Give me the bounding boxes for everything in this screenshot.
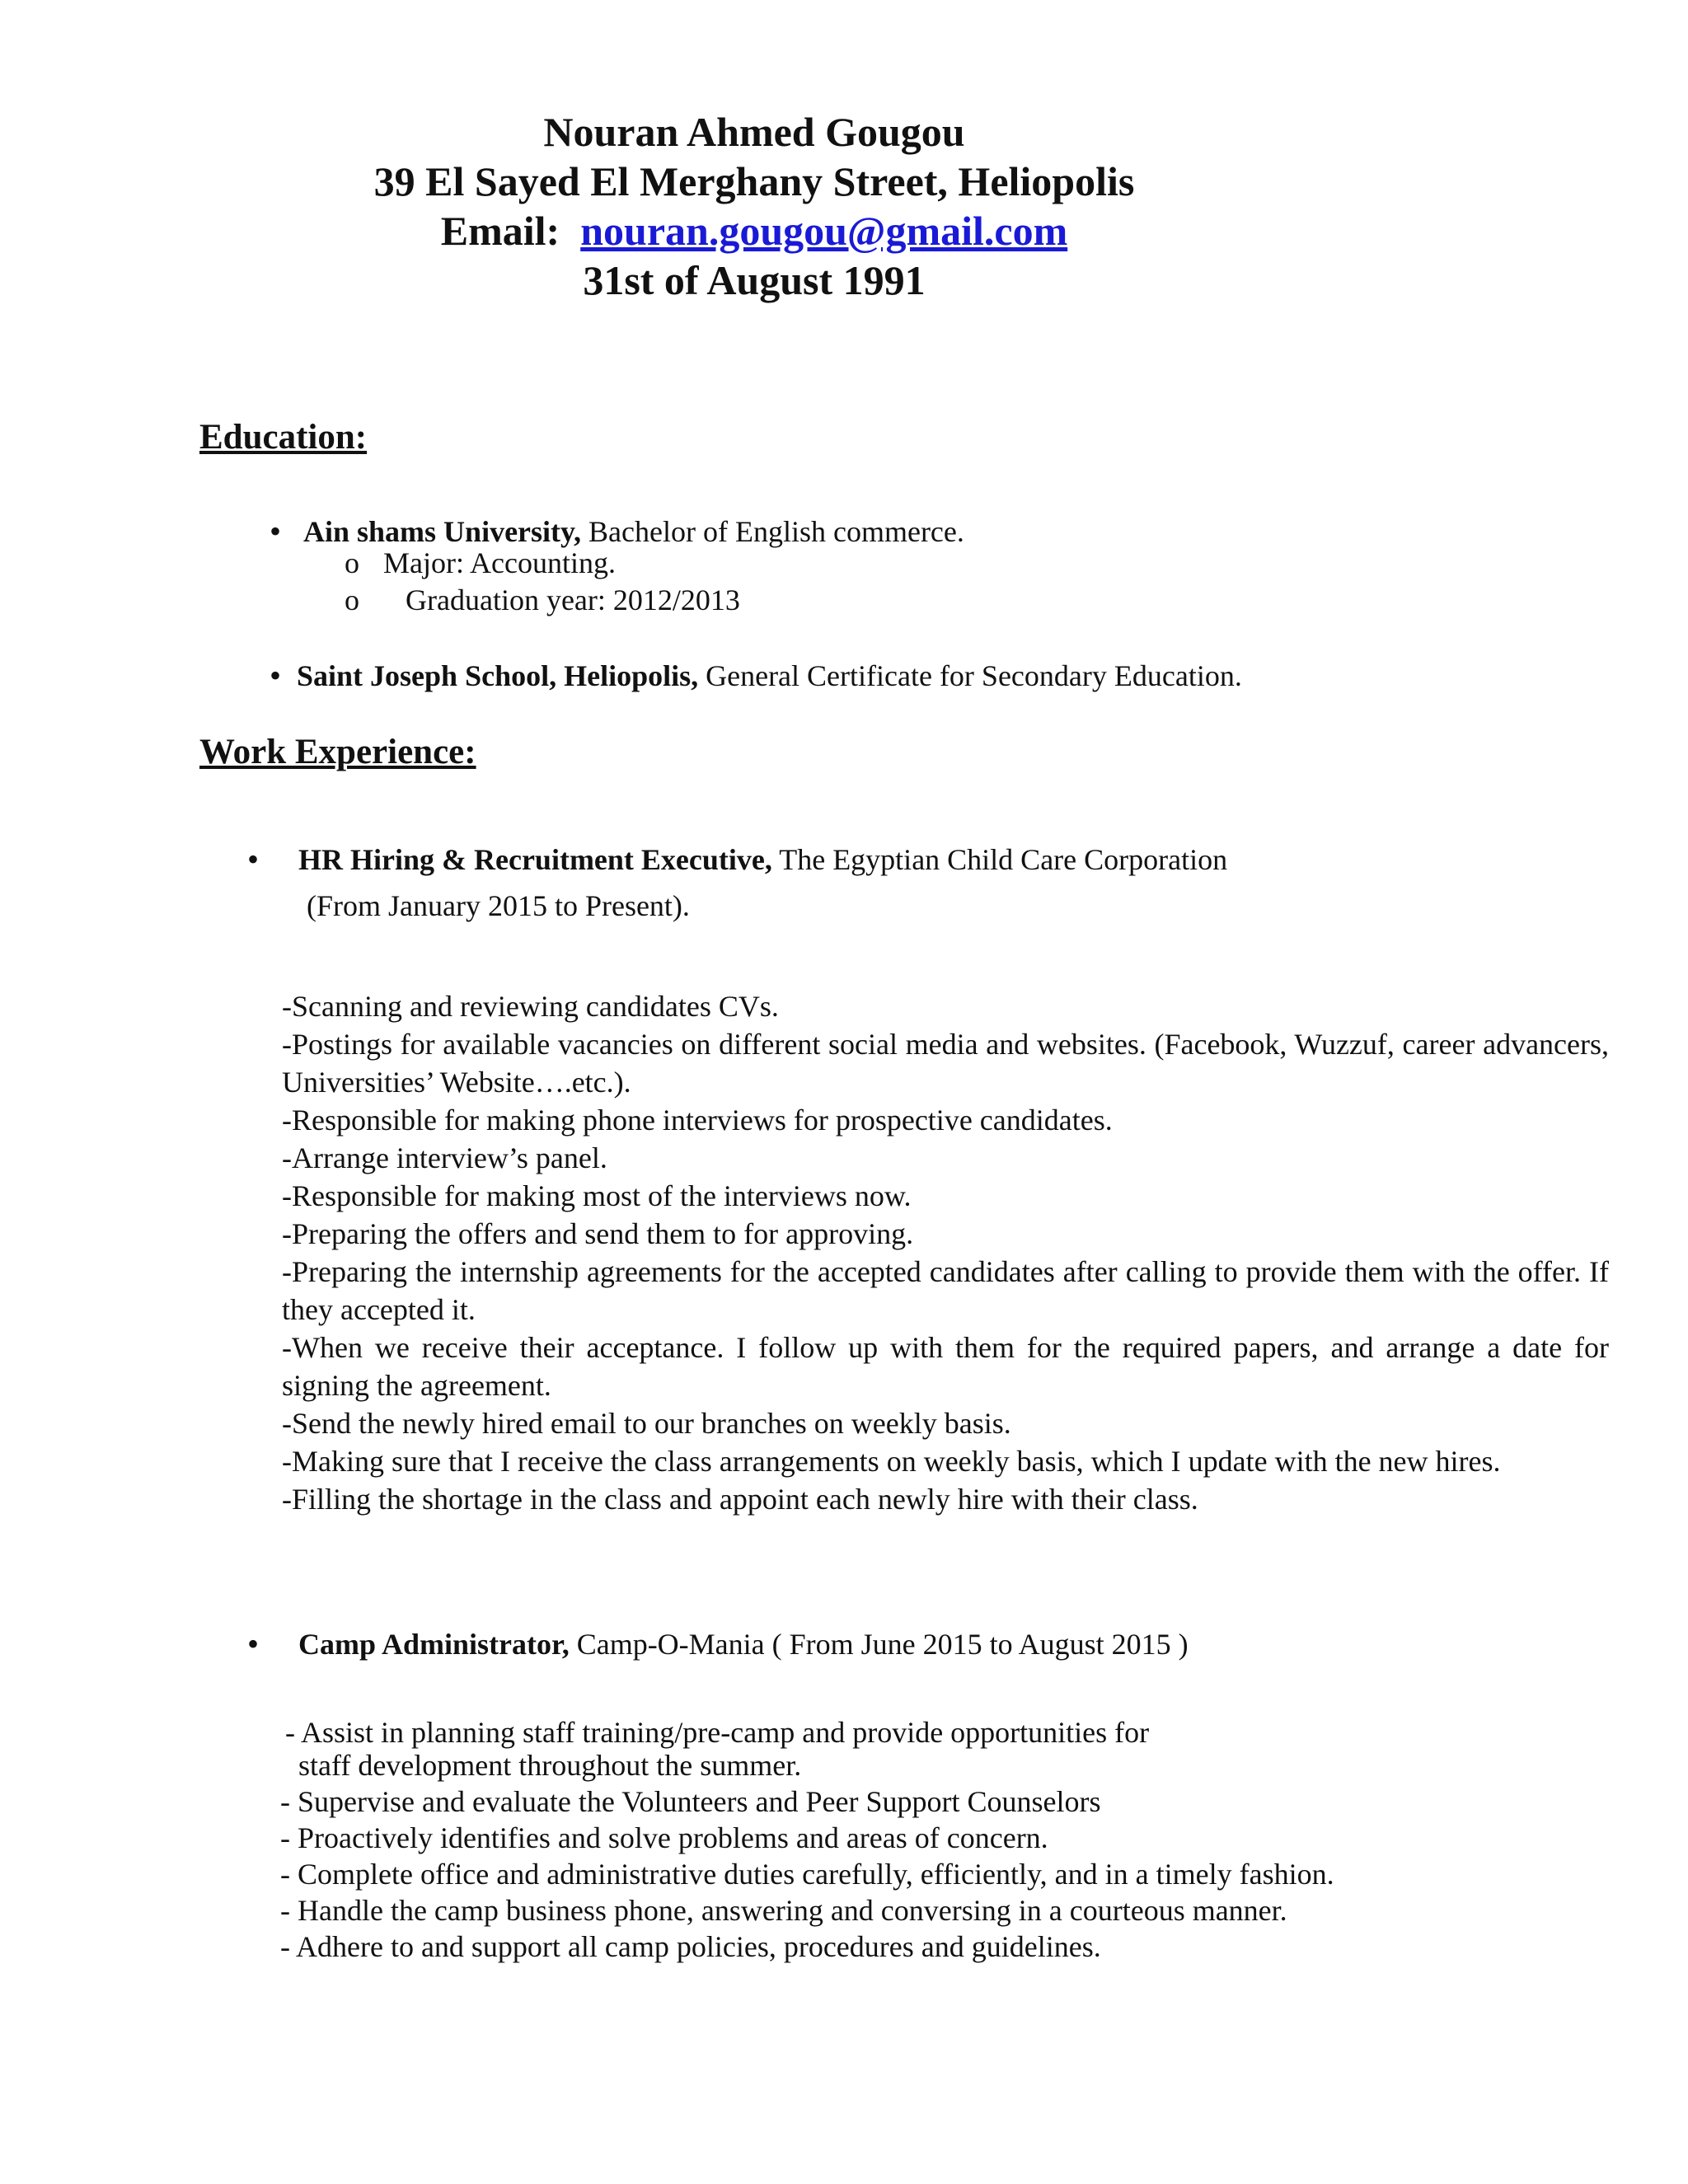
duty-item: -Arrange interview’s panel. (282, 1141, 607, 1174)
education-item-school (297, 657, 1242, 695)
job-company: The Egyptian Child Care Corporation (771, 843, 1228, 876)
duty-item: - Handle the camp business phone, answering and conversing in a courteous manner. (280, 1894, 1287, 1927)
major-text: Major: Accounting. (383, 546, 616, 579)
duty-item: -Scanning and reviewing candidates CVs. (282, 990, 779, 1023)
resume-header (0, 107, 1508, 305)
bullet-icon: • (247, 1625, 260, 1662)
job-company: Camp-O-Mania ( From June 2015 to August 2015 ) (569, 1628, 1189, 1661)
job-period: (From January 2015 to Present). (307, 889, 690, 922)
duty-item: -Responsible for making phone interviews for prospective candidates. (282, 1104, 1113, 1137)
degree-text: Bachelor of English commerce. (581, 515, 964, 548)
candidate-name: Nouran Ahmed Gougou (543, 109, 965, 155)
duty-item: -Send the newly hired email to our branches on weekly basis. (282, 1407, 1011, 1440)
job-title-hr (298, 841, 1227, 879)
bullet-icon: • (247, 841, 260, 878)
duty-item: -Responsible for making most of the interviews now. (282, 1179, 912, 1212)
degree-text: General Certificate for Secondary Education. (698, 659, 1242, 692)
institution-name: Saint Joseph School, Heliopolis, (297, 659, 699, 692)
work-experience-heading: Work Experience: (199, 733, 476, 771)
institution-name: Ain shams University, (303, 515, 582, 548)
circle-bullet-icon: o (345, 546, 359, 579)
email-label: Email: (440, 208, 560, 254)
duty-item: - Assist in planning staff training/pre-camp and provide opportunities for (285, 1716, 1150, 1749)
job-role: HR Hiring & Recruitment Executive, (298, 843, 772, 876)
duty-item: -Filling the shortage in the class and appoint each newly hire with their class. (282, 1483, 1198, 1516)
duty-item: - Proactively identifies and solve problems and areas of concern. (280, 1821, 1048, 1854)
duty-item: - Complete office and administrative duties carefully, efficiently, and in a timely fashion. (280, 1858, 1334, 1891)
candidate-address: 39 El Sayed El Merghany Street, Heliopolis (373, 158, 1135, 204)
email-link[interactable]: nouran.gougou@gmail.com (580, 208, 1068, 254)
duty-item: -Preparing the internship agreements for the accepted candidates after calling to provide them with the offer. If they accepted it. (282, 1255, 1609, 1326)
duty-item: - Adhere to and support all camp policies, procedures and guidelines. (280, 1930, 1101, 1963)
duty-item: -Postings for available vacancies on different social media and websites. (Facebook, Wuzzuf, career advancers, Universities’ Website….etc.). (282, 1028, 1609, 1099)
circle-bullet-icon: o (345, 583, 359, 616)
duty-item: - Supervise and evaluate the Volunteers and Peer Support Counselors (280, 1785, 1101, 1818)
email-line (0, 206, 1508, 255)
job-role: Camp Administrator, (298, 1628, 570, 1661)
job-duties-camp (280, 1714, 1599, 1965)
duty-item: -Preparing the offers and send them to for approving. (282, 1217, 914, 1250)
duty-item: -Making sure that I receive the class arrangements on weekly basis, which I update with the new hires. (282, 1445, 1501, 1478)
bullet-icon: • (270, 513, 282, 550)
bullet-icon: • (270, 657, 282, 694)
duty-item: -When we receive their acceptance. I follow up with them for the required papers, and arrange a date for signing the agreement. (282, 1331, 1609, 1402)
date-of-birth: 31st of August 1991 (583, 257, 926, 303)
job-duties-hr (282, 987, 1609, 1518)
duty-item: staff development throughout the summer. (298, 1749, 802, 1782)
graduation-text: Graduation year: 2012/2013 (406, 583, 740, 616)
job-title-camp (298, 1625, 1189, 1663)
education-heading: Education: (199, 418, 368, 457)
